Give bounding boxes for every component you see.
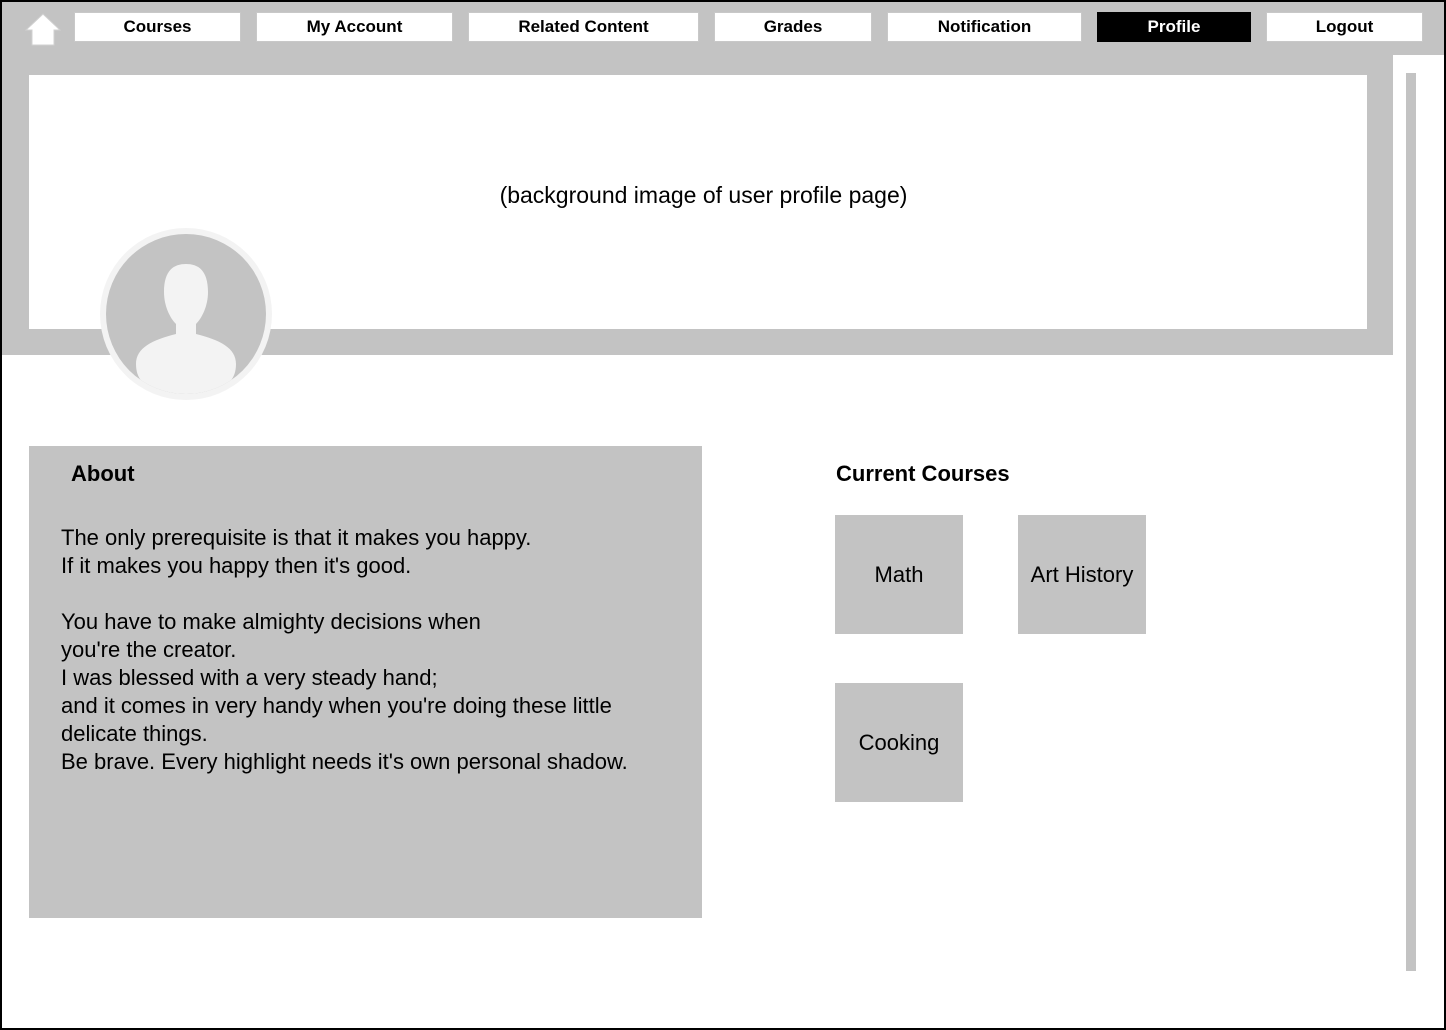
about-line: delicate things. xyxy=(61,721,208,746)
about-line: If it makes you happy then it's good. xyxy=(61,553,412,578)
user-silhouette-icon xyxy=(106,234,266,394)
nav-logout[interactable]: Logout xyxy=(1266,12,1423,42)
about-text xyxy=(61,524,691,776)
about-title: About xyxy=(71,461,135,486)
banner-placeholder-text: (background image of user profile page) xyxy=(499,182,908,208)
about-panel xyxy=(29,446,702,918)
avatar[interactable] xyxy=(100,228,272,400)
about-line: The only prerequisite is that it makes you happy. xyxy=(61,525,532,550)
nav-notification[interactable]: Notification xyxy=(887,12,1082,42)
nav-related-content[interactable]: Related Content xyxy=(468,12,699,42)
nav-grades[interactable]: Grades xyxy=(714,12,872,42)
about-line: and it comes in very handy when you're doing these little xyxy=(61,693,612,718)
home-icon[interactable] xyxy=(24,12,62,48)
about-line: I was blessed with a very steady hand; xyxy=(61,665,438,690)
nav-my-account[interactable]: My Account xyxy=(256,12,453,42)
vertical-scrollbar[interactable] xyxy=(1406,73,1416,971)
about-line: Be brave. Every highlight needs it's own personal shadow. xyxy=(61,749,628,774)
about-line: You have to make almighty decisions when xyxy=(61,609,481,634)
course-tile-art-history[interactable]: Art History xyxy=(1018,515,1146,634)
course-tile-math[interactable]: Math xyxy=(835,515,963,634)
nav-courses[interactable]: Courses xyxy=(74,12,241,42)
course-tile-cooking[interactable]: Cooking xyxy=(835,683,963,802)
nav-profile[interactable]: Profile xyxy=(1097,12,1251,42)
top-nav-bar xyxy=(2,2,1444,55)
about-line: you're the creator. xyxy=(61,637,237,662)
current-courses-title: Current Courses xyxy=(836,461,1010,486)
